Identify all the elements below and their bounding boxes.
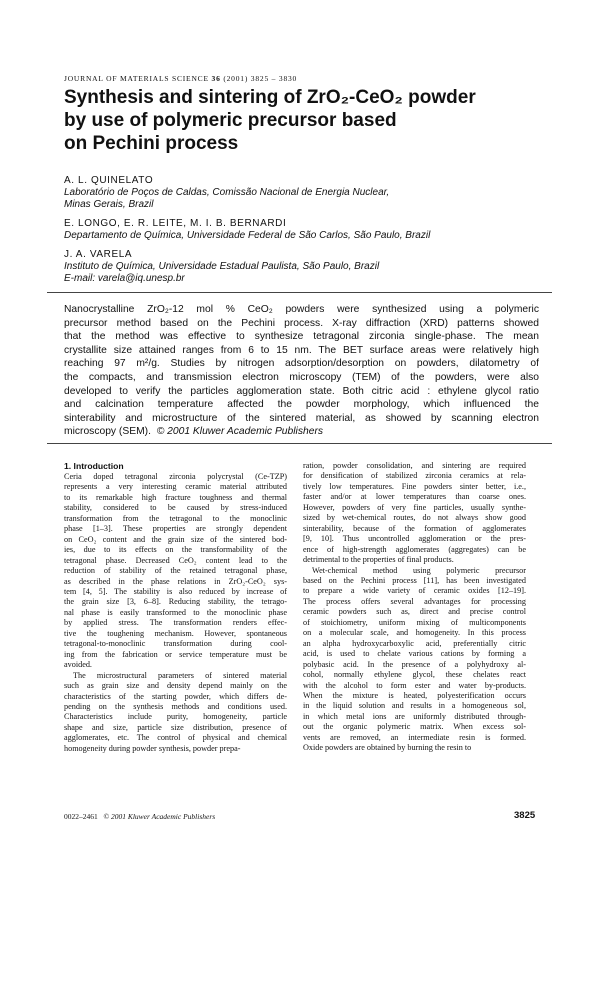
- abstract-line: sinterability and microstructure of the sintered material, as showed by scanning electron: [64, 412, 539, 424]
- body-text-line: by applied stress. The transformation renders effec-: [64, 618, 287, 628]
- body-text-line: as described in the phase relations in ZrO₂-CeO₂ sys-: [64, 576, 287, 586]
- body-text-line: for densification of stabilized zirconia ceramics at rela-: [303, 471, 526, 481]
- author-name: E. LONGO, E. R. LEITE, M. I. B. BERNARDI: [64, 218, 287, 229]
- body-text-line: in the liquid solution and results in a homogeneous sol,: [303, 701, 526, 711]
- paper-title: [64, 86, 544, 155]
- body-text-line: pending on the synthesis methods and conditions used.: [64, 701, 287, 711]
- body-text-line: ence of high-strength agglomerates (aggregates) can be: [303, 544, 526, 554]
- abstract-top-rule: [47, 292, 552, 293]
- footer-issn: 0022–2461: [64, 812, 98, 821]
- abstract-line: reaching 97 m²/g. Studies by nitrogen adsorption/desorption on powders, dilatometry of: [64, 358, 539, 370]
- body-text-line: sized by wet-chemical routes, do not always show good: [303, 513, 526, 523]
- abstract-copyright: © 2001 Kluwer Academic Publishers: [156, 426, 324, 438]
- body-text-line: in which metal ions are uniformly distributed through-: [303, 711, 526, 721]
- author-affiliation: Departamento de Química, Universidade Federal de São Carlos, São Paulo, Brazil: [64, 230, 431, 241]
- author-email: E-mail: varela@iq.unesp.br: [64, 273, 185, 284]
- abstract-line: Nanocrystalline ZrO₂-12 mol % CeO₂ powders were synthesized using a polymeric: [64, 304, 539, 315]
- body-text-line: acid, is used to chelate various cations by forming a: [303, 649, 526, 659]
- body-text-line: ceramic powders such as, direct and precise control: [303, 607, 526, 617]
- abstract-line: and calcination temperature affected the powder morphology, which influenced the: [64, 399, 539, 411]
- body-text-line: The microstructural parameters of sintered material: [73, 670, 287, 680]
- body-text-line: homogeneity during powder synthesis, powder prepa-: [64, 743, 241, 753]
- abstract-line: developed to verify the particles agglomeration state. Both citric acid : ethylene glycol ratio: [64, 385, 539, 397]
- body-text-line: characteristics of the starting powder, which differs de-: [64, 691, 287, 701]
- abstract: [64, 303, 539, 439]
- body-text-line: transformation from the tetragonal to the monoclinic: [64, 513, 287, 523]
- body-text-line: tem [4, 5]. The stability is also reduced by increase of: [64, 586, 287, 596]
- abstract-line: precursor method based on the Pechini process. X-ray diffraction (XRD) patterns showed: [64, 317, 539, 329]
- body-text-line: Oxide powders are obtained by burning the resin to: [303, 743, 472, 753]
- body-text-line: to prepare a wide variety of ceramic oxides [12–19].: [303, 586, 526, 596]
- body-text-line: represents a very interesting ceramic material attributed: [64, 482, 287, 492]
- abstract-bottom-rule: [47, 443, 552, 444]
- journal-name: JOURNAL OF MATERIALS SCIENCE: [64, 74, 209, 83]
- body-text-line: agglomerates, etc. The control of physical and chemical: [64, 733, 287, 743]
- abstract-last-line: [64, 425, 539, 439]
- body-text-line: ies, due to its effects on the transformability of the: [64, 545, 287, 555]
- author-group-1: [64, 174, 544, 211]
- body-text-line: based on the Pechini process [11], has been investigated: [303, 575, 526, 585]
- author-affiliation: Instituto de Química, Universidade Estadual Paulista, São Paulo, Brazil: [64, 261, 380, 272]
- body-text-line: avoided.: [64, 660, 92, 670]
- author-affiliation: Laboratório de Poços de Caldas, Comissão Nacional de Energia Nuclear,: [64, 187, 390, 198]
- body-text-line: Wet-chemical method using polymeric precursor: [312, 565, 526, 575]
- body-text-line: ration, powder consolidation, and sintering are required: [303, 461, 526, 470]
- body-text-line: stability, considered to be caused by stress-induced: [64, 503, 287, 513]
- body-text-line: sinterability, because of the formation of agglomerates: [303, 523, 526, 533]
- running-header: [64, 74, 297, 83]
- title-line-2: by use of polymeric precursor based: [64, 110, 397, 131]
- body-text-line: When the mixture is heated, polyesterification occurs: [303, 690, 526, 700]
- author-affiliation: Minas Gerais, Brazil: [64, 199, 154, 210]
- body-text-line: the grain size [3, 6–8]. Reducing stability, the tetrago-: [64, 597, 287, 607]
- left-column: [64, 461, 287, 754]
- journal-year-pages: (2001) 3825 – 3830: [223, 74, 298, 83]
- body-text-line: shape and size, particle size distribution, presence of: [64, 722, 287, 732]
- body-text-line: faster and/or at lower temperatures than coarse ones.: [303, 492, 526, 502]
- right-column: [303, 461, 526, 754]
- body-text-line: tive the toughening mechanism. However, spontaneous: [64, 628, 287, 638]
- author-name: A. L. QUINELATO: [64, 175, 154, 186]
- body-text-line: polybasic acid. In the presence of a polyhydroxy al-: [303, 659, 526, 669]
- abstract-line: the compacts, and transmission electron microscopy (TEM) of the powders, were also: [64, 371, 539, 383]
- body-text-line: tetragonal-to-monoclinic transformation during cool-: [64, 639, 287, 649]
- body-text-line: on a molecular scale, and homogeneity. In this process: [303, 628, 526, 638]
- body-text-line: to its remarkable high fracture toughness and thermal: [64, 492, 287, 502]
- title-line-3: on Pechini process: [64, 133, 239, 154]
- body-text-line: nal phase is easily transformed to the monoclinic phase: [64, 607, 287, 617]
- body-text-line: ing from the fabrication or service temperature must be: [64, 649, 287, 659]
- section-heading: 1. Introduction: [64, 461, 124, 471]
- abstract-line: microscopy (SEM).: [64, 426, 151, 438]
- body-text-line: on CeO₂ content and the grain size of the sintered bod-: [64, 534, 287, 544]
- body-text-line: tetragonal phase. Decreased CeO₂ content lead to the: [64, 555, 287, 565]
- body-text-line: [9, 10]. Thus uncontrolled agglomeration or the pres-: [303, 534, 526, 544]
- body-text-line: reduction of stability of the retained tetragonal phase,: [64, 566, 287, 576]
- body-text-line: Characteristics include purity, homogeneity, particle: [64, 712, 287, 722]
- body-text-line: However, powders of very fine particles, usually synthe-: [303, 502, 526, 512]
- body-text-line: The process offers several advantages for processing: [303, 596, 526, 606]
- body-text-line: Ceria doped tetragonal zirconia polycrystal (Ce-TZP): [64, 472, 287, 481]
- footer-issn-copyright: [64, 812, 215, 821]
- body-text-line: out the organic polymeric matrix. When excess sol-: [303, 722, 526, 732]
- body-text-line: detrimental to the properties of final products.: [303, 555, 454, 565]
- body-text-line: of stoichiometry, uniform mixing of multicomponents: [303, 617, 526, 627]
- body-text-line: phase [1–3]. These properties are strongly dependent: [64, 524, 287, 534]
- abstract-line: that the method was effective to synthesize tetragonal zirconia single-phase. The mean: [64, 331, 539, 343]
- title-line-1: Synthesis and sintering of ZrO₂-CeO₂ powder: [64, 87, 476, 108]
- body-text-line: cohol, normally ethylene glycol, these chelates react: [303, 670, 526, 680]
- body-text-line: tively low temperatures. Fine powders sinter better, i.e.,: [303, 481, 526, 491]
- author-name: J. A. VARELA: [64, 249, 133, 260]
- author-group-2: [64, 217, 544, 242]
- body-text-line: an alpha hydroxycarboxylic acid, preferentially citric: [303, 638, 526, 648]
- body-text-line: such as grain size and density depend mainly on the: [64, 681, 287, 691]
- journal-volume: 36: [211, 74, 221, 83]
- footer-copyright: © 2001 Kluwer Academic Publishers: [103, 812, 216, 821]
- author-block: [64, 174, 544, 291]
- author-group-3: [64, 248, 544, 285]
- page-number: 3825: [514, 810, 536, 821]
- abstract-line: crystallite size attained ranges from 6 to 15 nm. The BET surface areas were relatively high: [64, 344, 539, 356]
- body-text-line: with the alcohol to form ester and water by-products.: [303, 680, 526, 690]
- body-text-line: vents are removed, an intermediate resin is formed.: [303, 732, 526, 742]
